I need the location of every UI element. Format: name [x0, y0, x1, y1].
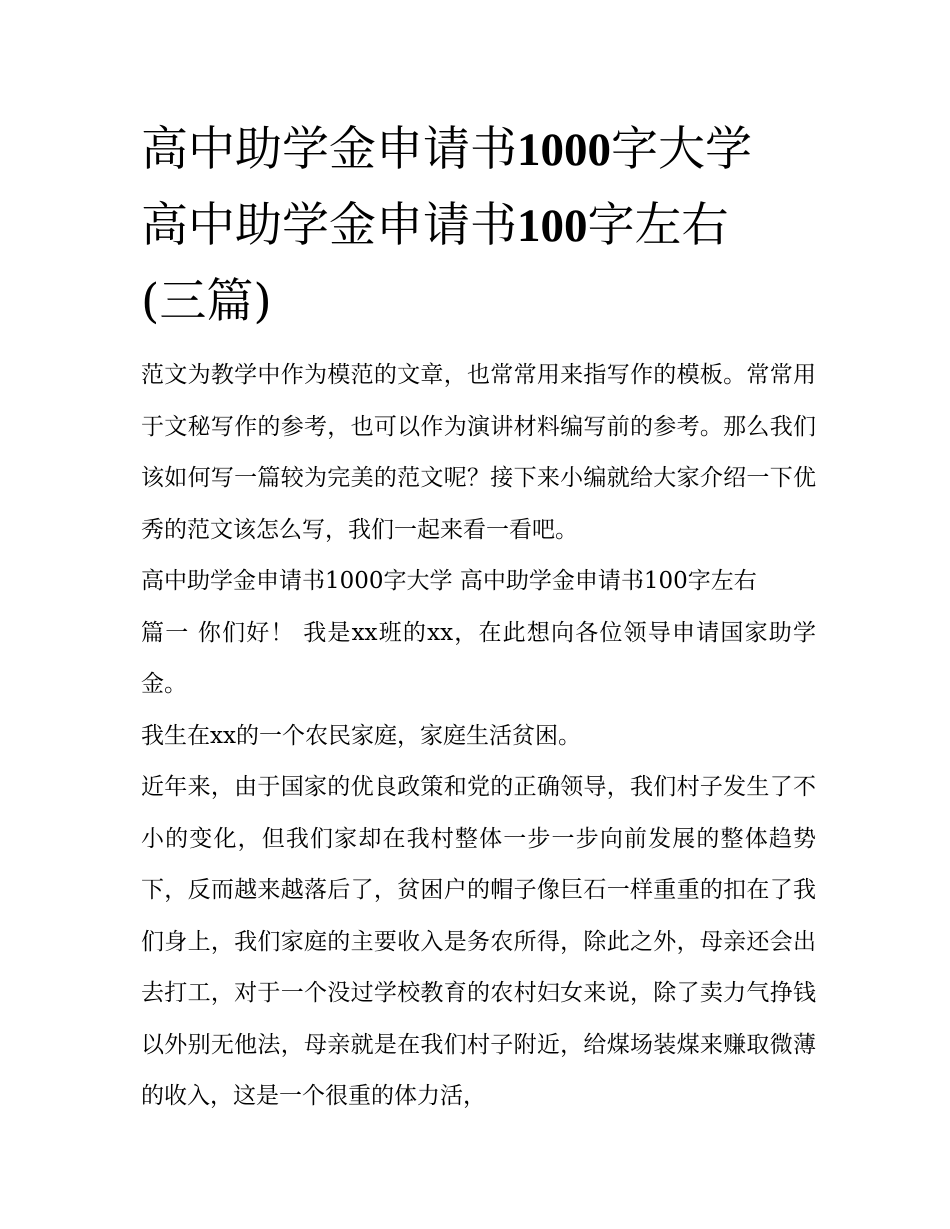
- document-title: [141, 112, 816, 340]
- subheading-paragraph: 高中助学金申请书1000字大学 高中助学金申请书100字左右: [141, 568, 757, 594]
- intro-paragraph: 范文为教学中作为模范的文章，也常常用来指写作的模板。常常用于文秘写作的参考，也可以作为演讲材料编写前的参考。那么我们该如何写一篇较为完美的范文呢？接下来小编就给大家介绍一下优秀的范文该怎么写，我们一起来看一看吧。: [141, 362, 816, 543]
- title-line-3: (三篇): [141, 274, 272, 329]
- body-paragraph: 近年来，由于国家的优良政策和党的正确领导，我们村子发生了不小的变化，但我们家却在我村整体一步一步向前发展的整体趋势下，反而越来越落后了，贫困户的帽子像巨石一样重重的扣在了我们身上，我们家庭的主要收入是务农所得，除此之外，母亲还会出去打工，对于一个没过学校教育的农村妇女来说，除了卖力气挣钱以外别无他法，母亲就是在我们村子附近，给煤场装煤来赚取微薄的收入，这是一个很重的体力活，: [141, 774, 816, 1109]
- document-page: [141, 112, 816, 1123]
- title-line-1: 高中助学金申请书1000字大学: [141, 122, 752, 177]
- family-paragraph: 我生在xx的一个农民家庭，家庭生活贫困。: [141, 722, 581, 749]
- greeting-paragraph: 篇一 你们好！ 我是xx班的xx，在此想向各位领导申请国家助学金。: [141, 619, 816, 697]
- title-line-2: 高中助学金申请书100字左右: [141, 198, 729, 253]
